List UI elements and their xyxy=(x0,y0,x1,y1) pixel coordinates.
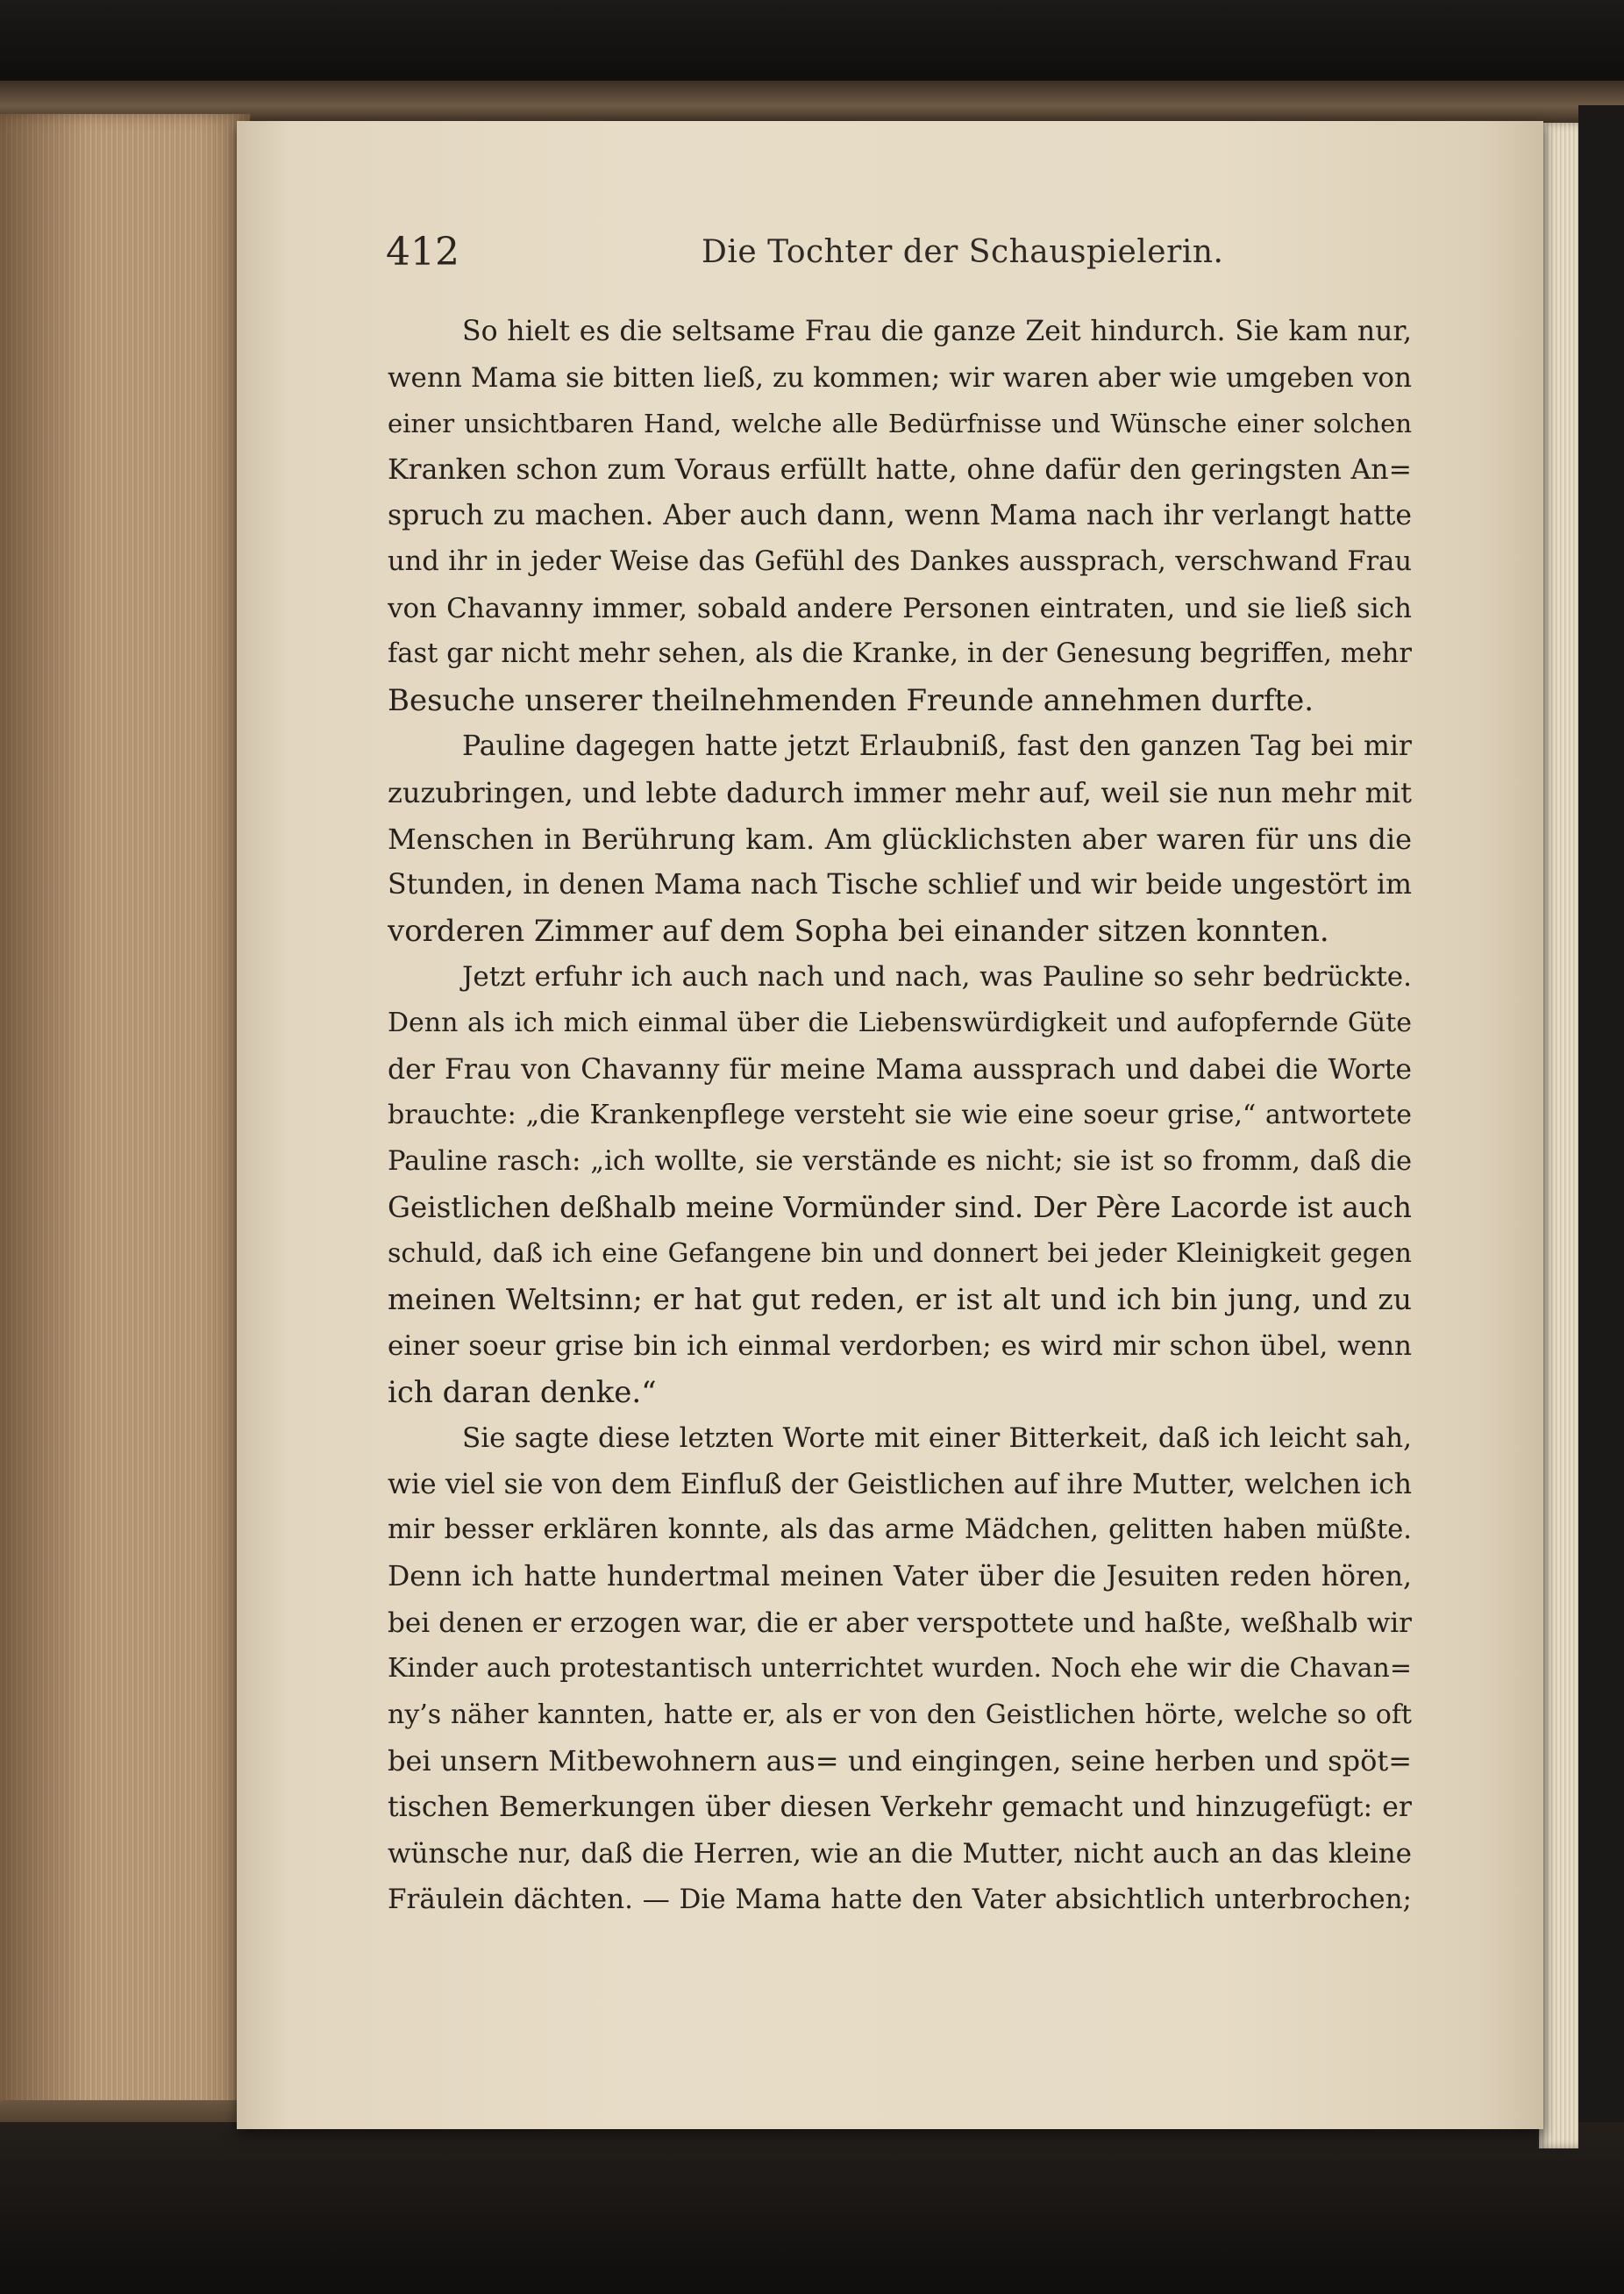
page-header xyxy=(386,226,1438,279)
text-line: mir besser erklären konnte, als das arme Mädchen, gelitten haben müßte. xyxy=(388,1514,1412,1546)
text-line: Geistlichen deßhalb meine Vormünder sind. Der Père Lacorde ist auch xyxy=(388,1191,1412,1225)
text-line: wenn Mama sie bitten ließ, zu kommen; wir waren aber wie umgeben von xyxy=(388,361,1412,394)
text-line: bei denen er erzogen war, die er aber verspottete und haßte, weßhalb wir xyxy=(388,1607,1412,1639)
text-line: Jetzt erfuhr ich auch nach und nach, was Pauline so sehr bedrückte. xyxy=(462,961,1412,994)
body-text xyxy=(388,309,1412,1923)
text-line: Denn ich hatte hundertmal meinen Vater über die Jesuiten reden hören, xyxy=(388,1561,1412,1593)
text-line: So hielt es die seltsame Frau die ganze Zeit hindurch. Sie kam nur, xyxy=(462,316,1412,347)
background-bottom xyxy=(0,2122,1624,2294)
page-stack-right xyxy=(1539,123,1578,2148)
text-line: Fräulein dächten. — Die Mama hatte den Vater absichtlich unterbrochen; xyxy=(388,1884,1412,1916)
running-title: Die Tochter der Schauspielerin. xyxy=(702,234,1224,270)
text-line: Pauline dagegen hatte jetzt Erlaubniß, fast den ganzen Tag bei mir xyxy=(462,730,1412,763)
text-line: einer soeur grise bin ich einmal verdorben; es wird mir schon übel, wenn xyxy=(388,1330,1412,1363)
page-stack-shade xyxy=(0,114,250,2157)
text-line: zuzubringen, und lebte dadurch immer mehr auf, weil sie nun mehr mit xyxy=(388,775,1412,809)
text-line: einer unsichtbaren Hand, welche alle Bedürfnisse und Wünsche einer solchen xyxy=(388,409,1412,439)
text-line: der Frau von Chavanny für meine Mama aussprach und dabei die Worte xyxy=(388,1053,1412,1086)
text-line: brauchte: „die Krankenpflege versteht sie wie eine soeur grise,“ antwortete xyxy=(388,1100,1412,1131)
text-line: und ihr in jeder Weise das Gefühl des Dankes aussprach, verschwand Frau xyxy=(388,545,1412,577)
background-right xyxy=(1578,105,1624,2210)
text-line: fast gar nicht mehr sehen, als die Kranke, in der Genesung begriffen, mehr xyxy=(388,638,1412,670)
text-line: Pauline rasch: „ich wollte, sie verstände es nicht; sie ist so fromm, daß die xyxy=(388,1145,1412,1177)
text-line: meinen Weltsinn; er hat gut reden, er ist alt und ich bin jung, und zu xyxy=(388,1282,1412,1317)
text-line: bei unsern Mitbewohnern aus= und eingingen, seine herben und spöt= xyxy=(388,1744,1412,1778)
text-line: Kranken schon zum Voraus erfüllt hatte, ohne dafür den geringsten An= xyxy=(388,453,1412,486)
text-line: spruch zu machen. Aber auch dann, wenn Mama nach ihr verlangt hatte xyxy=(388,500,1412,532)
text-line: Besuche unserer theilnehmenden Freunde annehmen durfte. xyxy=(388,682,1314,718)
text-line: von Chavanny immer, sobald andere Personen eintraten, und sie ließ sich xyxy=(388,592,1412,624)
text-line: ny’s näher kannten, hatte er, als er von den Geistlichen hörte, welche so oft xyxy=(388,1699,1412,1730)
text-line: schuld, daß ich eine Gefangene bin und donnert bei jeder Kleinigkeit gegen xyxy=(388,1237,1412,1269)
text-line: Sie sagte diese letzten Worte mit einer Bitterkeit, daß ich leicht sah, xyxy=(462,1422,1412,1455)
text-line: tischen Bemerkungen über diesen Verkehr gemacht und hinzugefügt: er xyxy=(388,1792,1412,1823)
text-line: wünsche nur, daß die Herren, wie an die Mutter, nicht auch an das kleine xyxy=(388,1837,1412,1870)
text-line: ich daran denke.“ xyxy=(388,1374,657,1410)
text-line: Menschen in Berührung kam. Am glücklichsten aber waren für uns die xyxy=(388,822,1412,856)
cover-top-edge xyxy=(0,0,1624,88)
text-line: Kinder auch protestantisch unterrichtet wurden. Noch ehe wir die Chavan= xyxy=(388,1653,1412,1685)
page-number: 412 xyxy=(386,230,459,274)
text-line: Stunden, in denen Mama nach Tische schlief und wir beide ungestört im xyxy=(388,869,1412,901)
text-line: wie viel sie von dem Einfluß der Geistlichen auf ihre Mutter, welchen ich xyxy=(388,1468,1412,1500)
text-line: vorderen Zimmer auf dem Sopha bei einander sitzen konnten. xyxy=(388,913,1329,949)
text-line: Denn als ich mich einmal über die Liebenswürdigkeit und aufopfernde Güte xyxy=(388,1007,1412,1038)
